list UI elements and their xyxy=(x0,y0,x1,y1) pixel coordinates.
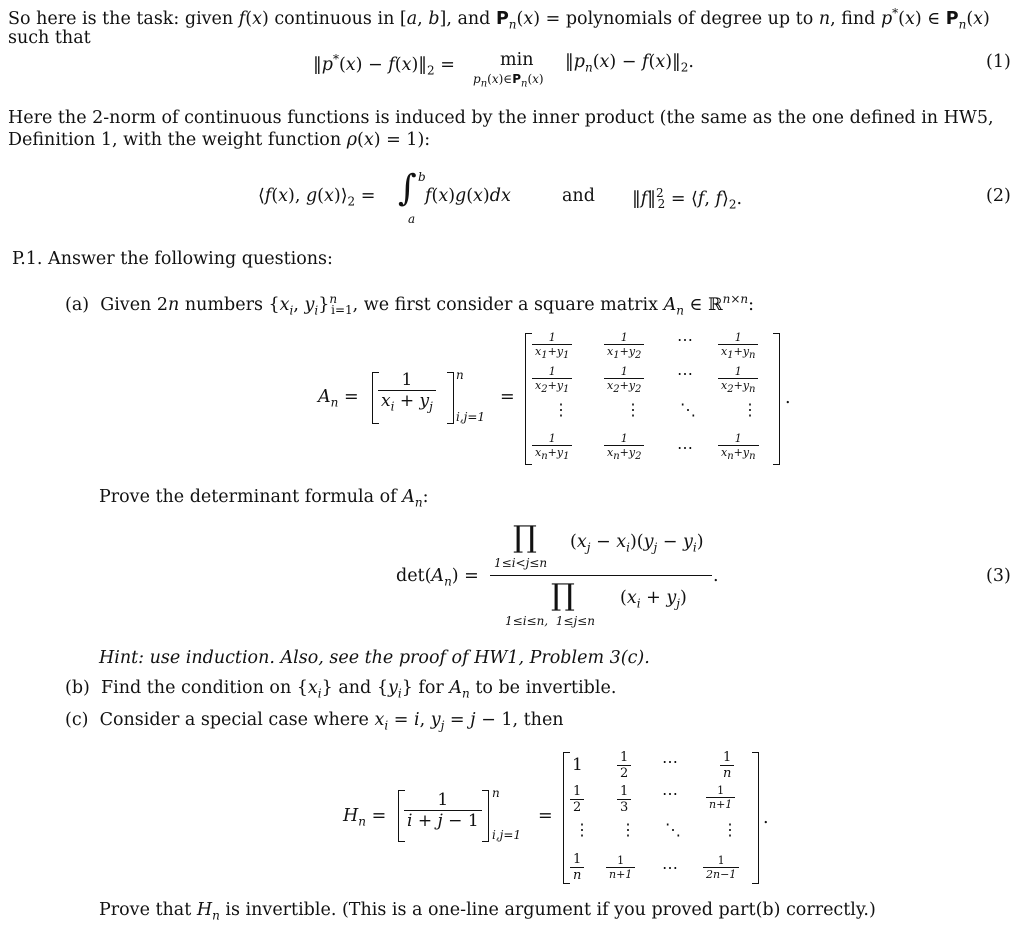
matrix-h-period: . xyxy=(763,808,769,828)
problem-heading: P.1. Answer the following questions: xyxy=(12,249,333,269)
hint-text: Hint: use induction. Also, see the proof of HW1, Problem 3(c). xyxy=(99,648,650,668)
matrix-a-vdots: ⋮ xyxy=(625,400,641,419)
part-a-line: (a) Given 2n numbers {$x_i$, $y_i\}^n_{i=1}$, we first consider a square matrix $A_n$ ∈ ℝ$^{n\times n}$: xyxy=(65,292,755,318)
matrix-h-cell: $\frac{1}{2}$ xyxy=(570,784,584,815)
matrix-a-cell: $\frac{1}{x_n+y_1}$ xyxy=(532,432,572,462)
matrix-h-equals: = xyxy=(538,806,553,826)
det-period: . xyxy=(713,566,719,586)
equation-2-and: and xyxy=(562,186,595,206)
matrix-h-cell: $\frac{1}{n}$ xyxy=(720,750,734,781)
matrix-h-cell: $\frac{1}{n+1}$ xyxy=(706,784,735,811)
equation-1-min: min xyxy=(500,50,534,70)
matrix-a-def-subscript: i,j=1 xyxy=(456,410,486,424)
matrix-h-cell: $\frac{1}{2}$ xyxy=(617,750,631,781)
matrix-a-vdots: ⋮ xyxy=(553,400,569,419)
matrix-h-cell: 1 xyxy=(572,755,583,775)
task-line-1: So here is the task: given f(x) continuous in [a, b], and $P_n(x)$ = polynomials of degree up to n, find p*(x) ∈ $P_n(x)$ xyxy=(8,6,990,32)
matrix-a-period: . xyxy=(785,388,791,408)
matrix-a-cell: $\frac{1}{x_2+y_1}$ xyxy=(532,365,572,395)
prove-determinant-line: Prove the determinant formula of $A_n$: xyxy=(99,487,429,510)
matrix-h-vdots: ⋮ xyxy=(722,820,738,839)
denominator-product-sign: ∏ xyxy=(551,578,575,613)
equation-2-norm: ‖f‖$^2_2$ = ⟨f, $f⟩_2$. xyxy=(632,186,743,212)
numerator-product-range: 1≤i<j≤n xyxy=(494,556,548,570)
matrix-a-cell: $\frac{1}{x_n+y_n}$ xyxy=(718,432,759,462)
det-label: $\det(A_n)$ = xyxy=(396,566,479,589)
norm-line-1: Here the 2-norm of continuous functions is induced by the inner product (the same as the one defined in HW5, xyxy=(8,108,994,128)
matrix-a-hdots: ⋯ xyxy=(677,438,693,457)
matrix-a-cell: $\frac{1}{x_1+y_2}$ xyxy=(604,331,644,361)
task-line-2: such that xyxy=(8,28,91,48)
norm-line-2: Definition 1, with the weight function ρ(x) = 1): xyxy=(8,130,431,150)
equation-1: ‖p*(x) − $f(x)‖_2$ = xyxy=(313,52,455,78)
equation-1-min-subscript: $p_n(x)\in P_n(x)$ xyxy=(473,72,544,90)
matrix-a-bracket-left xyxy=(525,333,532,465)
matrix-h-hdots: ⋯ xyxy=(662,858,678,877)
matrix-a-def-fraction: $\frac{1}{x_i + y_j}$ xyxy=(378,370,436,413)
equation-3-number: (3) xyxy=(986,566,1011,586)
matrix-h-ddots: ⋱ xyxy=(665,820,681,839)
matrix-a-label: $A_n$ = xyxy=(318,387,359,410)
matrix-a-cell: $\frac{1}{x_2+y_2}$ xyxy=(604,365,644,395)
matrix-h-cell: $\frac{1}{3}$ xyxy=(617,784,631,815)
final-line: Prove that $H_n$ is invertible. (This is a one-line argument if you proved part(b) correctly.) xyxy=(99,900,876,923)
equation-1-rhs: $‖p_n(x)$ − $f(x)‖_2$. xyxy=(565,52,694,75)
denominator-terms: $(x_i + y_j)$ xyxy=(620,588,687,611)
matrix-a-cell: $\frac{1}{x_n+y_2}$ xyxy=(604,432,644,462)
matrix-h-hdots: ⋯ xyxy=(662,752,678,771)
matrix-h-cell: $\frac{1}{n+1}$ xyxy=(606,854,635,881)
matrix-h-def-bracket-right xyxy=(482,790,489,842)
equation-1-number: (1) xyxy=(986,52,1011,72)
matrix-a-hdots: ⋯ xyxy=(677,330,693,349)
matrix-a-def-bracket-right xyxy=(447,372,454,424)
integral-sign: ∫ xyxy=(398,168,417,209)
matrix-a-def-superscript: n xyxy=(456,368,464,382)
det-fraction-bar xyxy=(490,575,712,576)
matrix-a-cell: $\frac{1}{x_1+y_1}$ xyxy=(532,331,572,361)
matrix-h-bracket-left xyxy=(563,752,570,884)
matrix-h-label: $H_n$ = xyxy=(343,806,387,829)
matrix-h-cell: $\frac{1}{n}$ xyxy=(570,852,584,883)
matrix-h-def-fraction: $\frac{1}{i + j - 1}$ xyxy=(404,790,482,831)
numerator-product-sign: ∏ xyxy=(513,520,537,555)
matrix-h-hdots: ⋯ xyxy=(662,784,678,803)
part-b-line: (b) Find the condition on $\{x_i\}$ and $\{y_i\}$ for $A_n$ to be invertible. xyxy=(65,678,617,701)
matrix-a-ddots: ⋱ xyxy=(680,400,696,419)
matrix-a-bracket-right xyxy=(773,333,780,465)
matrix-a-cell: $\frac{1}{x_1+y_n}$ xyxy=(718,331,758,361)
matrix-h-def-subscript: i,j=1 xyxy=(492,828,522,842)
integral-upper: b xyxy=(418,170,426,184)
matrix-h-cell: $\frac{1}{2n-1}$ xyxy=(703,854,739,881)
integrand: f(x)g(x)dx xyxy=(425,186,511,206)
matrix-h-bracket-right xyxy=(752,752,759,884)
matrix-a-cell: $\frac{1}{x_2+y_n}$ xyxy=(718,365,758,395)
matrix-a-vdots: ⋮ xyxy=(742,400,758,419)
integral-lower: a xyxy=(408,212,416,226)
numerator-terms: $(x_j - x_i)(y_j - y_i)$ xyxy=(570,532,704,555)
denominator-product-range: 1≤i≤n, 1≤j≤n xyxy=(505,614,595,628)
matrix-h-def-superscript: n xyxy=(492,786,500,800)
matrix-h-vdots: ⋮ xyxy=(620,820,636,839)
equation-2: ⟨f(x), $g(x)⟩_2$ = xyxy=(258,186,376,209)
matrix-h-vdots: ⋮ xyxy=(574,820,590,839)
matrix-a-hdots: ⋯ xyxy=(677,364,693,383)
equation-2-number: (2) xyxy=(986,186,1011,206)
part-c-line: (c) Consider a special case where $x_i = i$, $y_j = j - 1$, then xyxy=(65,710,564,733)
matrix-a-equals: = xyxy=(500,387,515,407)
